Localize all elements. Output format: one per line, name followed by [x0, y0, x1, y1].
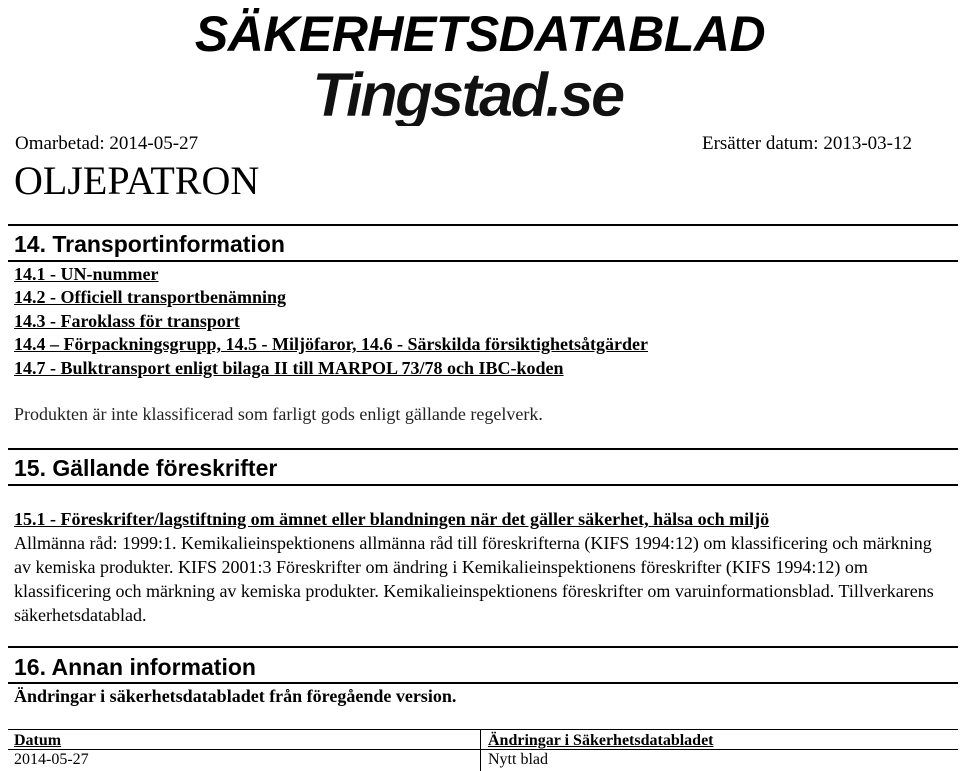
- section-16-top-rule: [8, 646, 958, 648]
- section-14-item: 14.1 - UN-nummer: [14, 264, 159, 284]
- table-header-date: Datum: [14, 732, 62, 749]
- section-14-item: 14.3 - Faroklass för transport: [14, 311, 240, 331]
- section-14-text: Produkten är inte klassificerad som farligt gods enligt gällande regelverk.: [14, 404, 543, 424]
- section-15-top-rule: [8, 448, 958, 450]
- section-14-heading: 14. Transportinformation: [14, 231, 285, 257]
- table-header-changes: Ändringar i Säkerhetsdatabladet: [488, 732, 714, 749]
- section-14-item: 14.4 – Förpackningsgrupp, 14.5 - Miljöfaror, 14.6 - Särskilda försiktighetsåtgärder: [14, 334, 649, 354]
- tingstad-logo: [312, 66, 652, 131]
- table-cell-date: 2014-05-27: [14, 751, 89, 768]
- product-name: OLJEPATRON: [14, 158, 260, 203]
- table-header-border: [8, 749, 958, 750]
- table-top-border: [8, 729, 958, 730]
- section-14-top-rule: [8, 224, 958, 226]
- section-16-subheading: Ändringar i säkerhetsdatabladet från föregående version.: [14, 686, 457, 706]
- section-14-bottom-rule: [8, 260, 958, 262]
- table-cell-change: Nytt blad: [488, 751, 548, 768]
- logo-graphic: [312, 66, 652, 126]
- section-16-heading: 16. Annan information: [14, 654, 256, 680]
- document-title: SÄKERHETSDATABLAD: [194, 6, 766, 62]
- table-column-divider: [480, 729, 481, 771]
- section-15-bottom-rule: [8, 484, 958, 486]
- section-14-item: 14.2 - Officiell transportbenämning: [14, 287, 286, 307]
- replaces-date: Ersätter datum: 2013-03-12: [701, 133, 912, 154]
- section-14-item: 14.7 - Bulktransport enligt bilaga II till MARPOL 73/78 och IBC-koden: [14, 358, 564, 378]
- section-15-subheading: 15.1 - Föreskrifter/lagstiftning om ämnet eller blandningen när det gäller säkerhet, hälsa och miljö: [14, 509, 770, 529]
- section-15-heading: 15. Gällande föreskrifter: [14, 455, 278, 481]
- revision-date: Omarbetad: 2014-05-27: [15, 133, 199, 154]
- logo-text: Tingstad.se: [312, 66, 623, 126]
- section-15-text: Allmänna råd: 1999:1. Kemikalieinspektionens allmänna råd till föreskrifterna (KIFS 1994:12) om klassificering och märkning av kemiska produkter. KIFS 2001:3 Föreskrifter om ändring i Kemikalieinspektionens föreskrifter (KIFS 1994:12) om klassificering och märkning av kemiska produkter. Kemikalieinspektionens föreskrifter om varuinformationsblad. Tillverkarens säkerhetsdatablad.: [14, 533, 934, 625]
